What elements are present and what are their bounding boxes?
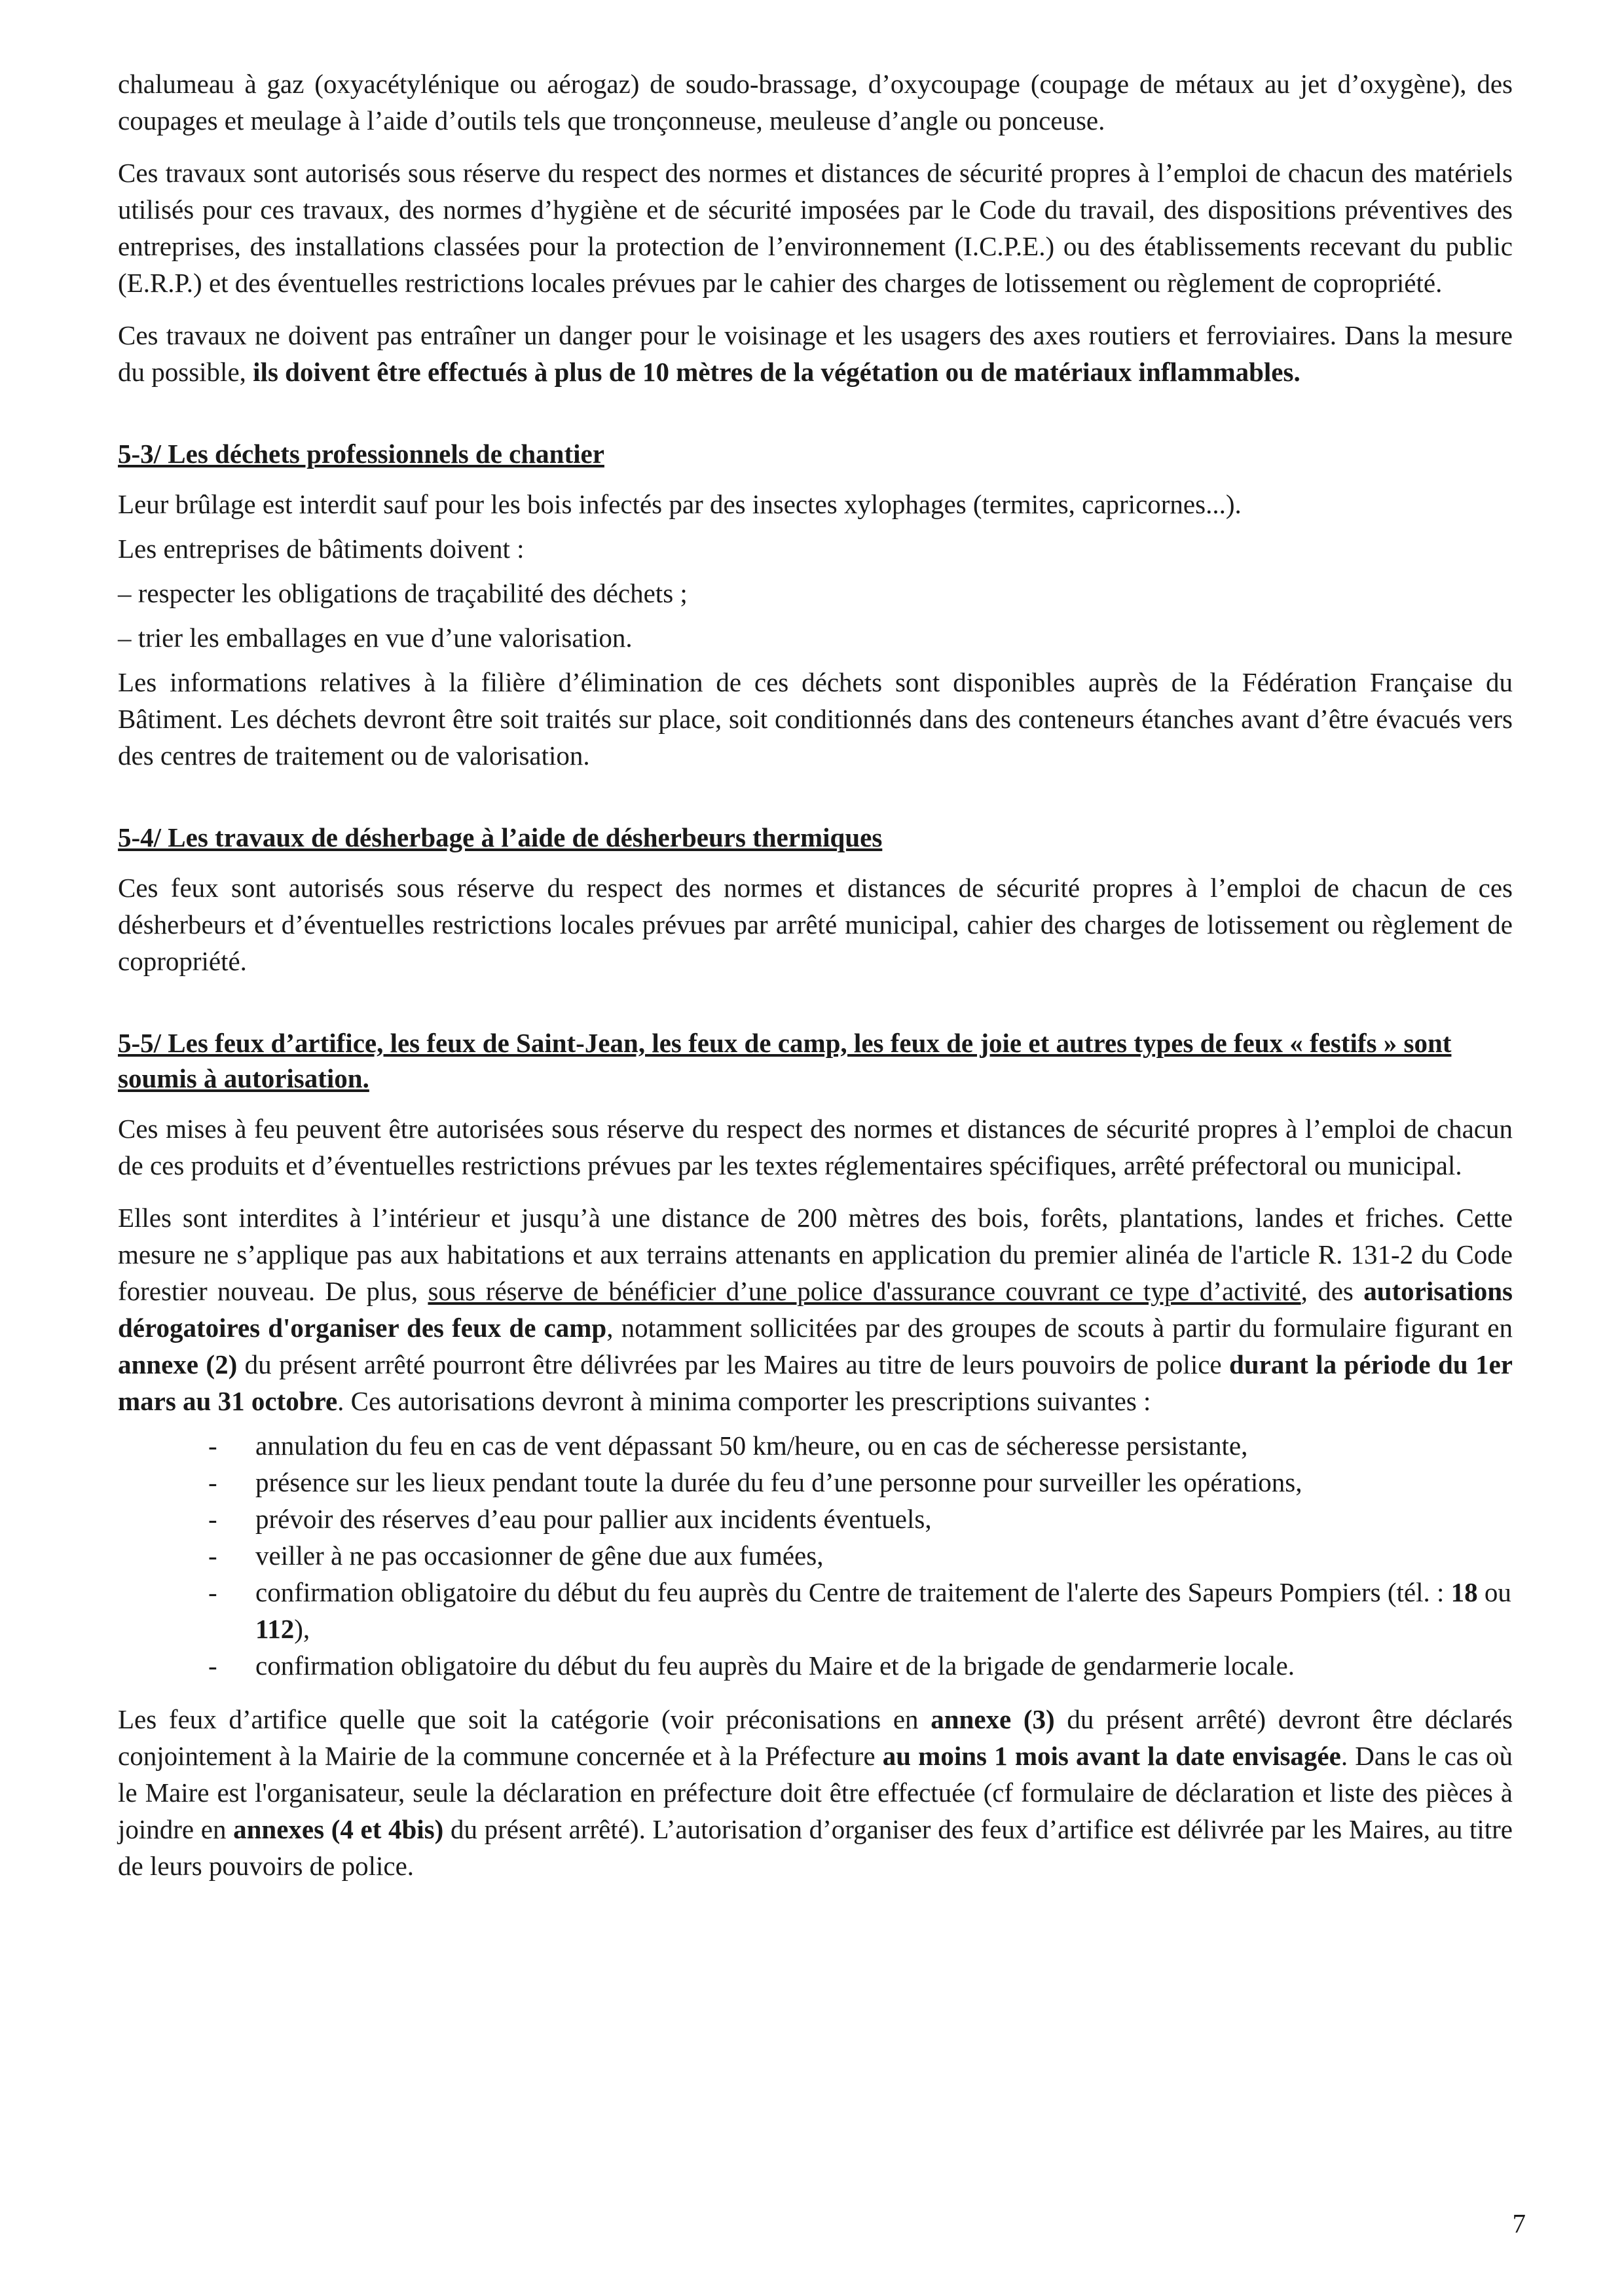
- s55-p3-bold-f: annexes (4 et 4bis): [233, 1814, 444, 1844]
- section-5-4-title: 5-4/ Les travaux de désherbage à l’aide de désherbeurs thermiques: [118, 822, 883, 852]
- s55-p2-text-g: du présent arrêté pourront être délivrées par les Maires au titre de leurs pouvoirs de police: [237, 1349, 1230, 1379]
- s55-p2-underlined: sous réserve de bénéficier d’une police d'assurance couvrant ce type d’activité: [428, 1276, 1301, 1306]
- s55-p2-text-c: , des: [1301, 1276, 1364, 1306]
- prescription-item: [208, 1501, 1513, 1537]
- s55-p3-bold-d: au moins 1 mois avant la date envisagée: [882, 1741, 1341, 1771]
- s53-paragraph-2: Les entreprises de bâtiments doivent :: [118, 534, 525, 564]
- s55-p2-bold-d: autorisations dérogatoires d'organiser des feux de camp: [118, 1276, 1513, 1343]
- intro-p3-text: Ces travaux ne doivent pas entraîner un danger pour le voisinage et les usagers des axes routiers et ferroviaires. Dans la mesure du possible,: [118, 320, 1513, 387]
- intro-paragraph-2: Ces travaux sont autorisés sous réserve du respect des normes et distances de sécurité propres à l’emploi de chacun des matériels utilisés pour ces travaux, des normes d’hygiène et de sécurité imposées par le Code du travail, des dispositions préventives des entreprises, des installations classées pour la protection de l’environnement (I.C.P.E.) ou des établissements recevant du public (E.R.P.) et des éventuelles restrictions locales prévues par le cahier des charges de lotissement ou règlement de copropriété.: [118, 158, 1513, 298]
- s53-item-2: – trier les emballages en vue d’une valorisation.: [118, 623, 633, 653]
- s55-p2-bold-f: annexe (2): [118, 1349, 238, 1379]
- s55-p2-text-i: . Ces autorisations devront à minima comporter les prescriptions suivantes :: [337, 1386, 1151, 1416]
- prescription-text: veiller à ne pas occasionner de gêne due aux fumées,: [255, 1540, 824, 1571]
- prescriptions-list: [118, 1427, 1513, 1684]
- prescription-text-e: ),: [294, 1614, 310, 1644]
- s53-paragraph-1: Leur brûlage est interdit sauf pour les bois infectés par des insectes xylophages (termites, capricornes...).: [118, 489, 1242, 519]
- intro-p3-bold: ils doivent être effectués à plus de 10 mètres de la végétation ou de matériaux inflammables.: [253, 357, 1301, 387]
- prescription-text-a: confirmation obligatoire du début du feu auprès du Centre de traitement de l'alerte des Sapeurs Pompiers (tél. :: [255, 1577, 1451, 1607]
- s55-paragraph-2: [118, 1199, 1513, 1419]
- list-dash: -: [208, 1540, 217, 1571]
- phone-112: 112: [255, 1614, 295, 1644]
- prescription-text: prévoir des réserves d’eau pour pallier aux incidents éventuels,: [255, 1504, 932, 1534]
- list-dash: -: [208, 1430, 217, 1461]
- list-dash: -: [208, 1504, 217, 1534]
- s55-p2-text-e: , notamment sollicitées par des groupes de scouts à partir du formulaire figurant en: [606, 1313, 1513, 1343]
- phone-18: 18: [1450, 1577, 1478, 1607]
- prescription-item: [208, 1574, 1513, 1647]
- s53-item-1: – respecter les obligations de traçabilité des déchets ;: [118, 578, 688, 608]
- intro-paragraph-3: [118, 317, 1513, 390]
- page-content: [118, 65, 1513, 1900]
- intro-paragraph-1: chalumeau à gaz (oxyacétylénique ou aérogaz) de soudo-brassage, d’oxycoupage (coupage de métaux au jet d’oxygène), des coupages et meulage à l’aide d’outils tels que tronçonneuse, meuleuse d’angle ou ponceuse.: [118, 69, 1513, 136]
- section-5-3-title: 5-3/ Les déchets professionnels de chantier: [118, 439, 604, 469]
- s55-p3-text-g: du présent arrêté). L’autorisation d’organiser des feux d’artifice est délivrée par les Maires, au titre de leurs pouvoirs de police.: [118, 1814, 1513, 1881]
- prescription-text: confirmation obligatoire du début du feu auprès du Maire et de la brigade de gendarmerie locale.: [255, 1650, 1295, 1681]
- prescription-text: présence sur les lieux pendant toute la durée du feu d’une personne pour surveiller les opérations,: [255, 1467, 1302, 1497]
- prescription-text: annulation du feu en cas de vent dépassant 50 km/heure, ou en cas de sécheresse persistante,: [255, 1430, 1248, 1461]
- s53-paragraph-5: Les informations relatives à la filière d’élimination de ces déchets sont disponibles auprès de la Fédération Française du Bâtiment. Les déchets devront être soit traités sur place, soit conditionnés dans des conteneurs étanches avant d’être évacués vers des centres de traitement ou de valorisation.: [118, 667, 1513, 771]
- prescription-item: [208, 1647, 1513, 1684]
- s55-p3-text-a: Les feux d’artifice quelle que soit la catégorie (voir préconisations en: [118, 1704, 931, 1734]
- s55-p3-bold-b: annexe (3): [931, 1704, 1055, 1734]
- s55-p2-bold-h: durant la période du 1er mars au 31 octobre: [118, 1349, 1513, 1416]
- list-dash: -: [208, 1577, 217, 1607]
- prescription-item: [208, 1537, 1513, 1574]
- s55-p3-text-e: . Dans le cas où le Maire est l'organisateur, seule la déclaration en préfecture doit être effectuée (cf formulaire de déclaration et liste des pièces à joindre en: [118, 1741, 1513, 1844]
- list-dash: -: [208, 1467, 217, 1497]
- prescription-item: [208, 1427, 1513, 1464]
- prescription-item: [208, 1464, 1513, 1501]
- s55-p2-text-a: Elles sont interdites à l’intérieur et jusqu’à une distance de 200 mètres des bois, forêts, plantations, landes et friches. Cette mesure ne s’applique pas aux habitations et aux terrains attenants en application du premier alinéa de l'article R. 131-2 du Code forestier nouveau. De plus,: [118, 1203, 1513, 1306]
- s55-p3-text-c: du présent arrêté) devront être déclarés conjointement à la Mairie de la commune concernée et à la Préfecture: [118, 1704, 1513, 1771]
- s55-paragraph-3: [118, 1701, 1513, 1884]
- s54-paragraph-1: Ces feux sont autorisés sous réserve du respect des normes et distances de sécurité propres à l’emploi de chacun de ces désherbeurs et d’éventuelles restrictions locales prévues par arrêté municipal, cahier des charges de lotissement ou règlement de copropriété.: [118, 873, 1513, 976]
- page-number: 7: [1512, 2208, 1526, 2238]
- section-5-5-title: 5-5/ Les feux d’artifice, les feux de Saint-Jean, les feux de camp, les feux de joie et autres types de feux « festifs » sont soumis à autorisation.: [118, 1028, 1452, 1093]
- list-dash: -: [208, 1650, 217, 1681]
- prescription-text-c: ou: [1477, 1577, 1511, 1607]
- s55-paragraph-1: Ces mises à feu peuvent être autorisées sous réserve du respect des normes et distances de sécurité propres à l’emploi de chacun de ces produits et d’éventuelles restrictions prévues par les textes réglementaires spécifiques, arrêté préfectoral ou municipal.: [118, 1114, 1513, 1180]
